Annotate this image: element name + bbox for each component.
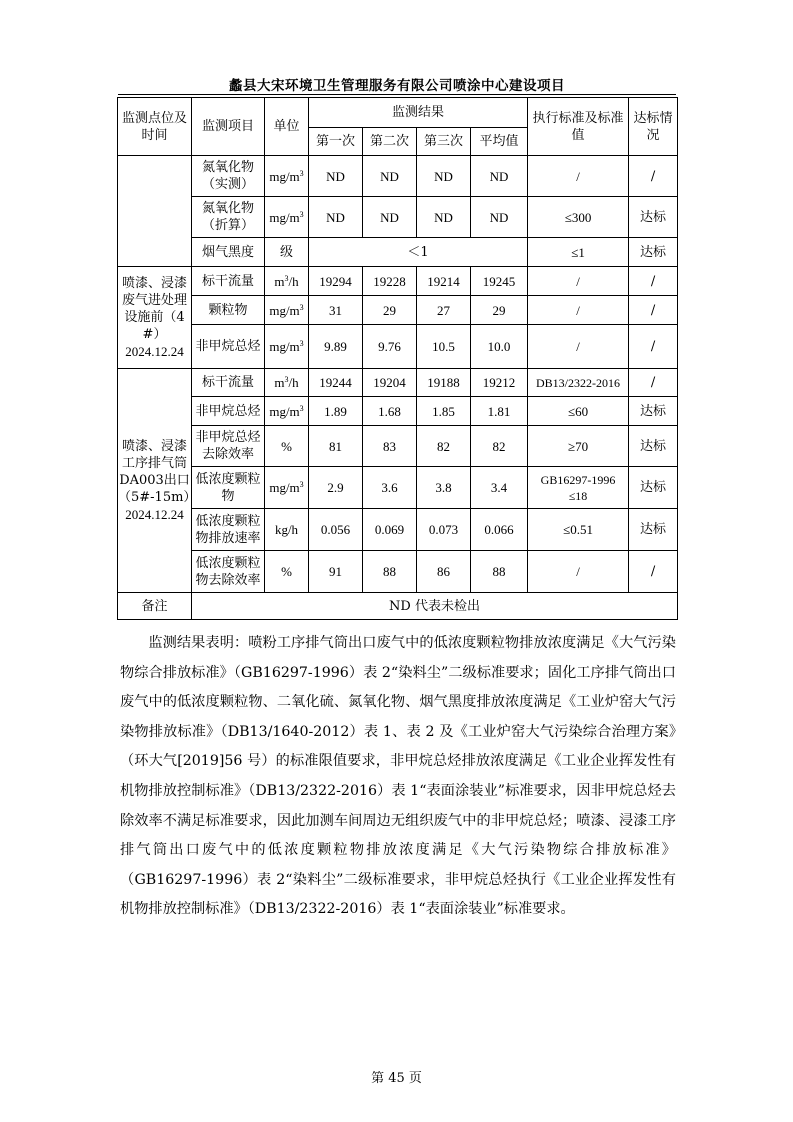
header-standard: 执行标准及标准值: [528, 98, 629, 156]
compliance-cell: /: [629, 551, 678, 593]
standard-cell: ≤300: [528, 197, 629, 238]
value-cell: 3.6: [363, 467, 417, 509]
standard-cell: ≤1: [528, 238, 629, 267]
value-cell: 81: [309, 426, 363, 467]
value-cell: 82: [417, 426, 471, 467]
header-average: 平均值: [471, 128, 528, 156]
average-cell: 1.81: [471, 397, 528, 426]
value-cell: 2.9: [309, 467, 363, 509]
item-cell: 氮氧化物（折算）: [192, 197, 265, 238]
value-cell: 29: [363, 296, 417, 325]
unit-cell: 级: [265, 238, 309, 267]
header-third: 第三次: [417, 128, 471, 156]
average-cell: 3.4: [471, 467, 528, 509]
value-cell: 19204: [363, 369, 417, 397]
compliance-cell: /: [629, 369, 678, 397]
compliance-cell: /: [629, 325, 678, 369]
value-cell: 3.8: [417, 467, 471, 509]
value-cell: ND: [309, 156, 363, 197]
unit-cell: %: [265, 426, 309, 467]
average-cell: 19212: [471, 369, 528, 397]
conclusion-paragraph: 监测结果表明：喷粉工序排气筒出口废气中的低浓度颗粒物排放浓度满足《大气污染物综合排放标准》（GB16297-1996）表 2“染料尘”二级标准要求；固化工序排气筒出口废气中的低浓度颗粒物、二氧化硫、氮氧化物、烟气黑度排放浓度满足《工业炉窑大气污染物排放标准》（DB13/1640-2012）表 1、表 2 及《工业炉窑大气污染综合治理方案》（环大气[2019]56 号）的标准限值要求，非甲烷总烃排放浓度满足《工业企业挥发性有机物排放控制标准》（DB13/2322-2016）表 1“表面涂装业”标准要求，因非甲烷总烃去除效率不满足标准要求，因此加测车间周边无组织废气中的非甲烷总烃；喷漆、浸漆工序排气筒出口废气中的低浓度颗粒物排放浓度满足《大气污染物综合排放标准》（GB16297-1996）表 2“染料尘”二级标准要求，非甲烷总烃执行《工业企业挥发性有机物排放控制标准》（DB13/2322-2016）表 1“表面涂装业”标准要求。: [120, 635, 676, 918]
value-cell: 19294: [309, 267, 363, 296]
point-cell: [118, 267, 192, 369]
unit-cell: $mg/m^3$: [265, 156, 309, 197]
unit-cell: $mg/m^3$: [265, 397, 309, 426]
standard-cell: DB13/2322-2016: [528, 369, 629, 397]
unit-cell: %: [265, 551, 309, 593]
table-row: [118, 369, 678, 397]
value-cell: 1.68: [363, 397, 417, 426]
standard-code: GB16297-1996: [540, 472, 616, 487]
value-cell: ND: [363, 156, 417, 197]
value-cell: 91: [309, 551, 363, 593]
table-row: [118, 238, 678, 267]
header-point-time: 监测点位及时间: [118, 98, 192, 156]
average-cell: 19245: [471, 267, 528, 296]
header-second: 第二次: [363, 128, 417, 156]
remark-value: ND 代表未检出: [192, 593, 678, 620]
unit-cell: $mg/m^3$: [265, 296, 309, 325]
standard-cell: ≥70: [528, 426, 629, 467]
standard-cell: ≤0.51: [528, 509, 629, 551]
value-cell: 1.85: [417, 397, 471, 426]
item-cell: 低浓度颗粒物去除效率: [192, 551, 265, 593]
average-cell: 29: [471, 296, 528, 325]
item-cell: 标干流量: [192, 267, 265, 296]
average-cell: ND: [471, 156, 528, 197]
table-row: [118, 156, 678, 197]
compliance-cell: 达标: [629, 238, 678, 267]
point-date: 2024.12.24: [125, 344, 184, 359]
table-row: [118, 296, 678, 325]
unit-cell: $m^3/h$: [265, 267, 309, 296]
point-cell-empty: [118, 156, 192, 267]
average-cell: 82: [471, 426, 528, 467]
compliance-cell: 达标: [629, 509, 678, 551]
standard-limit: ≤18: [568, 488, 588, 503]
value-cell: ND: [417, 156, 471, 197]
table-row: [118, 551, 678, 593]
item-cell: 颗粒物: [192, 296, 265, 325]
item-cell: 低浓度颗粒物排放速率: [192, 509, 265, 551]
header-results: 监测结果: [309, 98, 528, 128]
standard-cell: /: [528, 551, 629, 593]
unit-cell: $m^3/h$: [265, 369, 309, 397]
header-item: 监测项目: [192, 98, 265, 156]
value-cell: 9.89: [309, 325, 363, 369]
compliance-cell: 达标: [629, 197, 678, 238]
value-cell: ND: [363, 197, 417, 238]
standard-cell: /: [528, 156, 629, 197]
compliance-cell: 达标: [629, 467, 678, 509]
table-header-row: [118, 98, 678, 128]
value-cell: 19244: [309, 369, 363, 397]
standard-cell: ≤60: [528, 397, 629, 426]
remark-row: [118, 593, 678, 620]
point-name: 喷漆、浸漆废气进处理设施前（4#）: [121, 276, 187, 342]
table-row: [118, 509, 678, 551]
table-row: [118, 426, 678, 467]
unit-cell: $mg/m^3$: [265, 467, 309, 509]
value-cell: 0.073: [417, 509, 471, 551]
average-cell: ND: [471, 197, 528, 238]
average-cell: 0.066: [471, 509, 528, 551]
value-cell: 88: [363, 551, 417, 593]
compliance-cell: 达标: [629, 397, 678, 426]
item-cell: 非甲烷总烃: [192, 397, 265, 426]
document-header: 蠡县大宋环境卫生管理服务有限公司喷涂中心建设项目: [229, 78, 565, 94]
compliance-cell: 达标: [629, 426, 678, 467]
value-cell: 27: [417, 296, 471, 325]
header-compliance: 达标情况: [629, 98, 678, 156]
table-row: [118, 325, 678, 369]
standard-cell: [528, 467, 629, 509]
page-number: 第 45 页: [371, 1071, 422, 1086]
standard-cell: /: [528, 325, 629, 369]
average-cell: 10.0: [471, 325, 528, 369]
value-cell: 86: [417, 551, 471, 593]
standard-cell: /: [528, 267, 629, 296]
value-cell-merged: ＜1: [309, 238, 528, 267]
value-cell: 31: [309, 296, 363, 325]
header-rule: [118, 94, 676, 95]
value-cell: ND: [417, 197, 471, 238]
remark-label: 备注: [118, 593, 192, 620]
item-cell: 氮氧化物（实测）: [192, 156, 265, 197]
item-cell: 标干流量: [192, 369, 265, 397]
table-row: [118, 467, 678, 509]
unit-cell: kg/h: [265, 509, 309, 551]
value-cell: 83: [363, 426, 417, 467]
table-row: [118, 397, 678, 426]
value-cell: 0.069: [363, 509, 417, 551]
point-name: 喷漆、浸漆工序排气筒DA003出口（5#-15m）: [118, 439, 197, 505]
unit-cell: $mg/m^3$: [265, 197, 309, 238]
item-cell: 非甲烷总烃去除效率: [192, 426, 265, 467]
compliance-cell: /: [629, 296, 678, 325]
value-cell: ND: [309, 197, 363, 238]
conclusion-text: [120, 629, 676, 925]
value-cell: 19228: [363, 267, 417, 296]
item-cell: 低浓度颗粒物: [192, 467, 265, 509]
value-cell: 0.056: [309, 509, 363, 551]
standard-cell: /: [528, 296, 629, 325]
point-date: 2024.12.24: [125, 507, 184, 522]
monitoring-results-table: [117, 97, 678, 620]
header-first: 第一次: [309, 128, 363, 156]
value-cell: 19188: [417, 369, 471, 397]
average-cell: 88: [471, 551, 528, 593]
value-cell: 19214: [417, 267, 471, 296]
value-cell: 10.5: [417, 325, 471, 369]
compliance-cell: /: [629, 156, 678, 197]
header-unit: 单位: [265, 98, 309, 156]
table-row: [118, 197, 678, 238]
table-row: [118, 267, 678, 296]
value-cell: 9.76: [363, 325, 417, 369]
value-cell: 1.89: [309, 397, 363, 426]
item-cell: 非甲烷总烃: [192, 325, 265, 369]
point-cell: [118, 369, 197, 593]
compliance-cell: /: [629, 267, 678, 296]
item-cell: 烟气黑度: [192, 238, 265, 267]
unit-cell: $mg/m^3$: [265, 325, 309, 369]
